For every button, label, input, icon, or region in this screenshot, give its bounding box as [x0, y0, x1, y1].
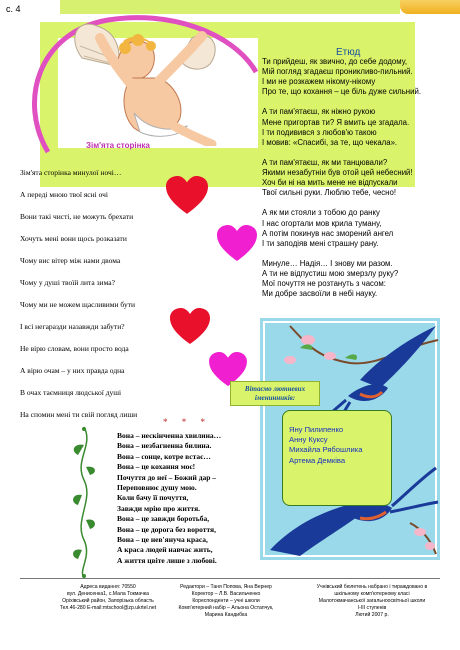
footer-line: Учнівський бюлетень набрано і тираждовано в — [316, 584, 428, 590]
etude-stanza — [262, 208, 458, 248]
etude-stanza — [262, 259, 458, 299]
poem-line: Вони такі чисті, не можуть брехати — [20, 212, 134, 221]
birthday-name: Яну Пилипенко — [289, 425, 344, 434]
poem-line: Про те, що кохання – це біль дуже сильний. — [262, 87, 421, 97]
footer-line: шкільному комп'ютерному класі — [334, 590, 410, 597]
cupid-illustration — [62, 18, 222, 146]
poem-line: І ми не розкажем нікому-нікому — [262, 77, 376, 87]
poem-line: Якими незабутніи був отой цей небесний! — [262, 168, 413, 178]
poem-line: На спомин мені ти свій погляд лиши — [20, 410, 138, 419]
etude-title: Етюд — [336, 47, 361, 58]
poem-line: І всі негаразди назавжди забути? — [20, 322, 125, 331]
poem-line: Хоч би ні на мить мене не відпускали — [262, 178, 398, 188]
poem-line: Твої сильні руки. Люблю тебе, чесно! — [262, 188, 396, 198]
crumpled-page-title: Зім'ята сторінка — [86, 141, 150, 150]
poem-line: А вірю очам – у них правда одна — [20, 366, 125, 375]
poem-line: Не вірю словам, вони просто вода — [20, 344, 129, 353]
poem-line: Зім'ята сторінка минулої ночі… — [20, 168, 122, 177]
poem-line: Вона – це нев'януча краса, — [117, 535, 208, 545]
poem-line: Чому у душі твоїй лита зима? — [20, 278, 115, 287]
congratulations-line: іменинників: — [254, 394, 296, 402]
etude-poem — [262, 57, 458, 299]
poem-line: В очах таємниця людської душі — [20, 388, 122, 397]
footer-address — [48, 584, 168, 612]
poem-line: А ти пам'ятаєш, як ми танцювали? — [262, 157, 388, 167]
poem-line: Хочуть мені вони щось розказати — [20, 234, 127, 243]
poem-line: Вона – нескінченна хвилина… — [117, 431, 222, 440]
poem-line: Минуле… Надія… І знову ми разом. — [262, 258, 393, 268]
poem-line: І нас огортали мов крила туману, — [262, 218, 382, 228]
footer-publisher — [302, 584, 442, 619]
heart-icon — [166, 176, 208, 216]
birthday-name: Артема Демківа — [289, 455, 346, 465]
poem-line: Вона – це дорога без вороття, — [117, 524, 216, 534]
poem-line: Ми добре засвоїли в небі науку. — [262, 289, 378, 299]
footer-editors — [166, 584, 286, 619]
poem-line: Мої почуття не розтануть з часом: — [262, 279, 386, 289]
etude-stanza — [262, 107, 458, 147]
poem-line: А ти пам'ятаєш, як ніжно рукою — [262, 107, 376, 117]
footer-line: Коректор – Л.В. Васильченко — [191, 590, 261, 597]
vona-poem — [117, 431, 277, 566]
vine-ornament — [68, 425, 100, 580]
heart-icon — [170, 308, 210, 346]
etude-stanza — [262, 57, 458, 97]
footer-line: Редактори – Таня Попова, Яна Вернер — [180, 584, 272, 590]
poem-line: Завжди мрію про життя. — [117, 503, 201, 513]
poem-line: А потім покинув нас зморений ангел — [262, 228, 394, 238]
section-stars: * * * — [163, 417, 211, 427]
poem-line: Ти прийдеш, як звичнo, до себе додому, — [262, 57, 408, 66]
footer-line: Малотокмачанської загальноосвітньої школи — [318, 597, 426, 604]
poem-line: І мовив: «Спасибі, за те, що чекала». — [262, 137, 398, 147]
poem-line: Вона – це завжди боротьба, — [117, 514, 210, 524]
poem-line: Мій погляд згадаєш проникливо-пильний. — [262, 67, 413, 77]
poem-line: Вона – це кохання моє! — [117, 462, 196, 472]
heart-icon — [217, 225, 257, 263]
poem-line: Чому ми не можем щасливими бути — [20, 300, 135, 309]
footer-line: Оріхівський район, Запорізька область — [62, 597, 154, 604]
footer-line: Лютий 2007 р. — [355, 611, 389, 618]
birthday-name: Михайла Рябошлика — [289, 445, 363, 455]
poem-line: Вона – сонце, котре встає… — [117, 451, 211, 461]
poem-line: Почуття до неї – Божий дар – — [117, 472, 217, 482]
poem-line: А переді мною твої ясні очі — [20, 190, 109, 199]
poem-line: Чому вис вітер між нами двома — [20, 256, 121, 265]
poem-line: А як ми стояли з тобою до ранку — [262, 208, 380, 218]
top-bar-gold — [400, 0, 460, 14]
birthday-names-box — [282, 410, 392, 506]
footer-line: Адреса видання: 70550 — [80, 584, 136, 590]
birthday-name: Анну Куксу — [289, 435, 328, 445]
poem-line: І ти заподіяв мені страшну рану. — [262, 238, 379, 248]
footer-line: Кореспонденти – учні школи — [192, 597, 260, 604]
footer-line: Комп'ютерний набір – Альона Остапчук, — [178, 604, 274, 611]
footer-divider — [20, 578, 440, 579]
footer-line: Тел.46-280 E-mail:mtschool@zp.ukrtel.net — [59, 604, 157, 611]
poem-line: А життя цвіте лише з любові. — [117, 555, 217, 565]
poem-line: Мене пригортав ти? Я вмить це згадала. — [262, 117, 410, 127]
footer-line: І-ІІІ ступенів — [357, 604, 387, 611]
footer-line: Марина Кандибка — [204, 611, 248, 618]
etude-stanza — [262, 158, 458, 198]
footer-line: вул. Денисенка1, с.Мала Токмачка — [67, 590, 149, 597]
poem-line: І ти подивився з любов'ю такою — [262, 127, 377, 137]
poem-line: А краса людей навчає жить, — [117, 545, 213, 555]
poem-line: Коли бачу її почуття, — [117, 493, 189, 503]
page-number: с. 4 — [6, 4, 21, 14]
poem-line: Вона – незбагненна билина. — [117, 441, 212, 451]
congratulations-banner — [230, 381, 320, 406]
poem-line: Переповнює душу мою. — [117, 483, 197, 493]
congratulations-line: Вітаємо лютневих — [244, 385, 306, 393]
poem-line: А ти не відпустиш мою змерзлу руку? — [262, 268, 399, 278]
